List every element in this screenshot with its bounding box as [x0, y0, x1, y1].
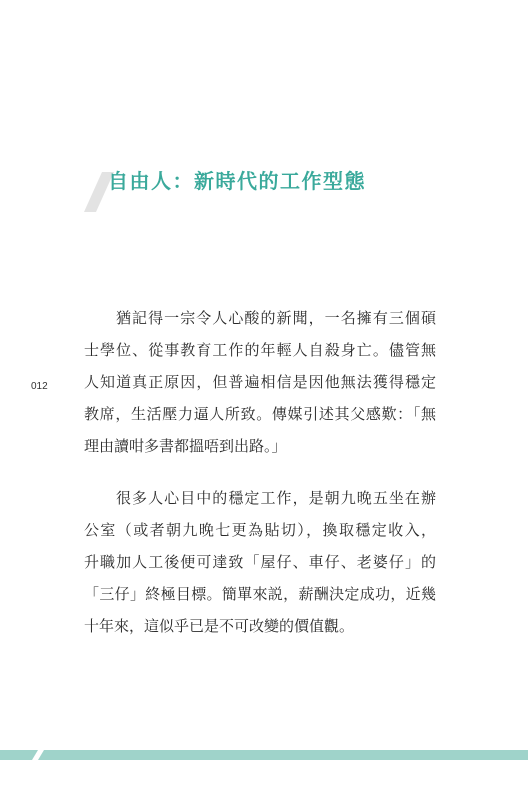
paragraph-line: 公室（或者朝九晚七更為貼切），換取穩定收入，	[84, 521, 436, 539]
paragraph-line: 十年來，這似乎已是不可改變的價值觀。	[84, 617, 355, 635]
paragraph-line: 升職加人工後便可達致「屋仔、車仔、老婆仔」的	[84, 553, 436, 571]
page-number: 012	[31, 381, 48, 392]
paragraph-line: 「三仔」終極目標。簡單來説，薪酬決定成功，近幾	[84, 585, 436, 603]
paragraph-line: 人知道真正原因，但普遍相信是因他無法獲得穩定	[84, 373, 436, 391]
body-paragraph-1	[84, 302, 436, 462]
paragraph-line: 教席，生活壓力逼人所致。傳媒引述其父感歎：「無	[84, 405, 436, 423]
paragraph-line: 士學位、從事教育工作的年輕人自殺身亡。儘管無	[84, 341, 436, 359]
footer-decorative-bar	[0, 750, 528, 760]
paragraph-line: 理由讀咁多書都搵唔到出路。」	[84, 437, 287, 455]
paragraph-line: 猶記得一宗令人心酸的新聞，一名擁有三個碩	[116, 309, 436, 327]
body-paragraph-2	[84, 482, 436, 642]
paragraph-line: 很多人心目中的穩定工作，是朝九晚五坐在辦	[116, 489, 436, 507]
chapter-title: 自由人：新時代的工作型態	[108, 169, 366, 193]
